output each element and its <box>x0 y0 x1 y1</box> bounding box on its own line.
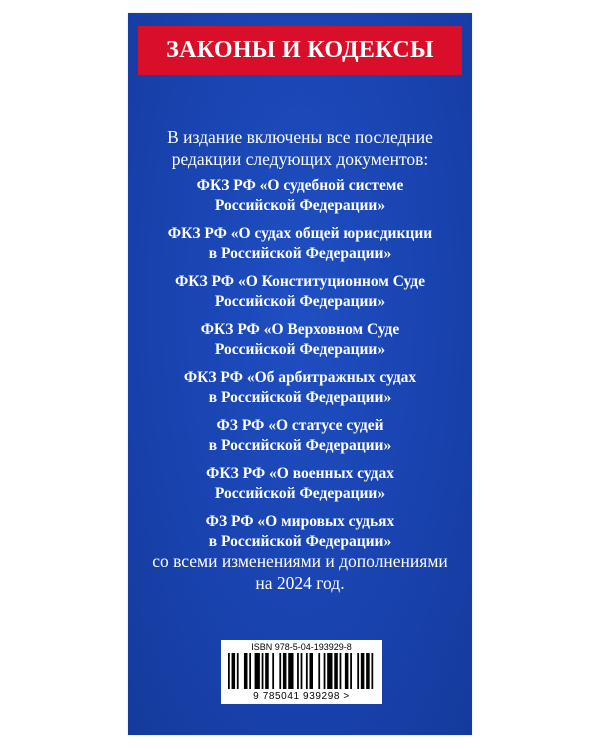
document-item <box>128 512 472 552</box>
document-title-line: ФКЗ РФ «О судах общей юрисдикции <box>167 225 433 242</box>
document-title-line: ФКЗ РФ «О Верховном Суде <box>200 321 400 338</box>
document-item <box>128 320 472 360</box>
book-back-cover <box>128 13 472 735</box>
document-title-line: ФКЗ РФ «О военных судах <box>206 465 394 482</box>
document-item <box>128 272 472 312</box>
outro-text <box>128 550 472 594</box>
document-title-line: ФКЗ РФ «О Конституционном Суде <box>174 273 426 290</box>
document-title-line: ФЗ РФ «О статусе судей <box>216 417 384 434</box>
document-title-line: в Российской Федерации» <box>208 437 392 454</box>
document-title-line: в Российской Федерации» <box>208 245 392 262</box>
barcode-bars <box>228 653 375 689</box>
document-title-line: Российской Федерации» <box>214 341 386 358</box>
document-title-line: ФКЗ РФ «Об арбитражных судах <box>183 369 417 386</box>
document-title-line: ФКЗ РФ «О судебной системе <box>196 177 404 194</box>
document-item <box>128 176 472 216</box>
series-title: ЗАКОНЫ И КОДЕКСЫ <box>166 37 434 63</box>
outro-line: на 2024 год. <box>255 573 345 593</box>
isbn-text: ISBN 978-5-04-193929-8 <box>251 642 352 652</box>
document-title-line: Российской Федерации» <box>214 197 386 214</box>
document-title-line: в Российской Федерации» <box>208 389 392 406</box>
document-item <box>128 464 472 504</box>
series-banner <box>138 26 462 75</box>
document-item <box>128 416 472 456</box>
document-title-line: в Российской Федерации» <box>208 533 392 550</box>
intro-line: В издание включены все последние <box>167 127 433 147</box>
documents-list <box>128 176 472 560</box>
barcode-label <box>221 640 382 704</box>
barcode-digits: 9 785041 939298 > <box>253 691 350 702</box>
document-title-line: ФЗ РФ «О мировых судьях <box>205 513 395 530</box>
intro-text <box>128 126 472 170</box>
outro-line: со всеми изменениями и дополнениями <box>152 551 448 571</box>
document-item <box>128 368 472 408</box>
intro-line: редакции следующих документов: <box>171 149 429 169</box>
document-title-line: Российской Федерации» <box>214 293 386 310</box>
document-item <box>128 224 472 264</box>
document-title-line: Российской Федерации» <box>214 485 386 502</box>
